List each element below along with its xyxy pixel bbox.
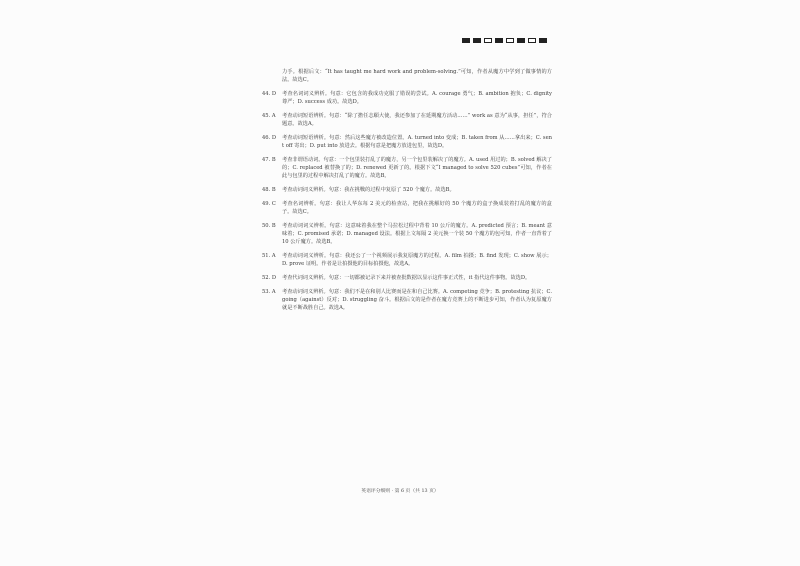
answer-item-53 <box>262 288 552 312</box>
answer-number: 48. B <box>262 187 276 193</box>
answer-text: 考查动词词义辨析。句意：我还公了一个视频展示我复原魔方的过程。A. film 拍摄；B. find 发现；C. show 展示；D. prove 证明。作者是让拍摄他的目标拍摄他，故选A。 <box>282 253 552 267</box>
page-footer: 英语评分细则 · 第 6 页（共 13 页） <box>361 489 439 494</box>
answer-text: 考查动词短语辨析。句意：“除了擔任志願大使，我还参加了在延期魔方活动……” work as 意为“从事，担任”，符合题意。故选A。 <box>282 113 552 127</box>
answer-text: 考查动词短语辨析。句意：然后这些魔方被改造位置。A. turned into 变成；B. taken from 从……拿出来；C. sent off 寄出；D. put into 放进去。根据句意是把魔方放进包里，故选D。 <box>282 135 552 149</box>
answer-item-47 <box>262 156 552 180</box>
answer-item-49 <box>262 200 552 216</box>
answer-text: 考查名词辨析。句意：我让人华东每 2 美元的检查站，把我在挑解好的 50 个魔方的盒子换成装着打乱的魔方的盒子。故选C。 <box>282 201 552 215</box>
answer-number: 49. C <box>262 201 276 207</box>
answer-text: 考查动词词义辨析。句意：我在挑戰的过程中复原了 520 个魔方。故选B。 <box>282 187 455 193</box>
answer-number: 47. B <box>262 157 276 163</box>
answer-number: 44. D <box>262 91 277 97</box>
answer-text: 考查名词词义辨析。句意：它包含的我成功克服了错误的尝试。A. courage 勇气；B. ambition 抱负；C. dignity 尊严；D. success 成功。故选D。 <box>282 91 552 105</box>
answer-number: 46. D <box>262 135 277 141</box>
answer-number: 50. B <box>262 223 276 229</box>
answer-text: 考查动词词义辨析。句意：我们不是在和别人比赛而是在和自己比赛。A. competing 竞争；B. protesting 抗议；C. going（against）反对；D. struggling 奋斗。根据后文的是作者在魔方竞赛上的不断进步可知，作者认为复原魔方就是不断战胜自己。故选A。 <box>282 289 552 311</box>
answer-item-50 <box>262 222 552 246</box>
answer-number: 53. A <box>262 289 276 295</box>
header-mark-icon <box>462 38 547 43</box>
answer-item-45 <box>262 112 552 128</box>
answer-explanations <box>262 68 552 318</box>
answer-text: 考查代词词义辨析。句意：一切都被记录下来并被查批数据以显示这件事正式性，it 指代这件事物。故选D。 <box>282 275 531 281</box>
answer-number: 52. D <box>262 275 277 281</box>
answer-item-48 <box>262 186 552 194</box>
answer-item-52 <box>262 274 552 282</box>
continued-paragraph: 力手。根据后文：“It has taught me hard work and problem-solving.”可知，作者从魔方中学到了做事情的方法。故选C。 <box>282 69 552 83</box>
answer-text: 考查非谓语动词。句意：一个包里装打乱了的魔方，另一个包里装解决了的魔方。A. used 用过的；B. solved 解决了的；C. replaced 被替换了的；D. renewed 更新了的。根据下文“I managed to solve 520 cubes”可知，作者在此与包里的过程中解决打乱了的魔方。故选B。 <box>282 157 552 179</box>
answer-item-46 <box>262 134 552 150</box>
answer-number: 51. A <box>262 253 276 259</box>
answer-text: 考查动词词义辨析。句意：这意味着我在整个马拉松过程中背着 10 公斤的魔方。A. predicted 预言；B. meant 意味着；C. promised 承诺；D. managed 设法。根据上文每隔 2 美元换一个装 50 个魔方的包可知，作者一直背着了 10 公斤魔方。故选B。 <box>282 223 552 245</box>
answer-number: 45. A <box>262 113 276 119</box>
answer-item-44 <box>262 90 552 106</box>
answer-item-51 <box>262 252 552 268</box>
